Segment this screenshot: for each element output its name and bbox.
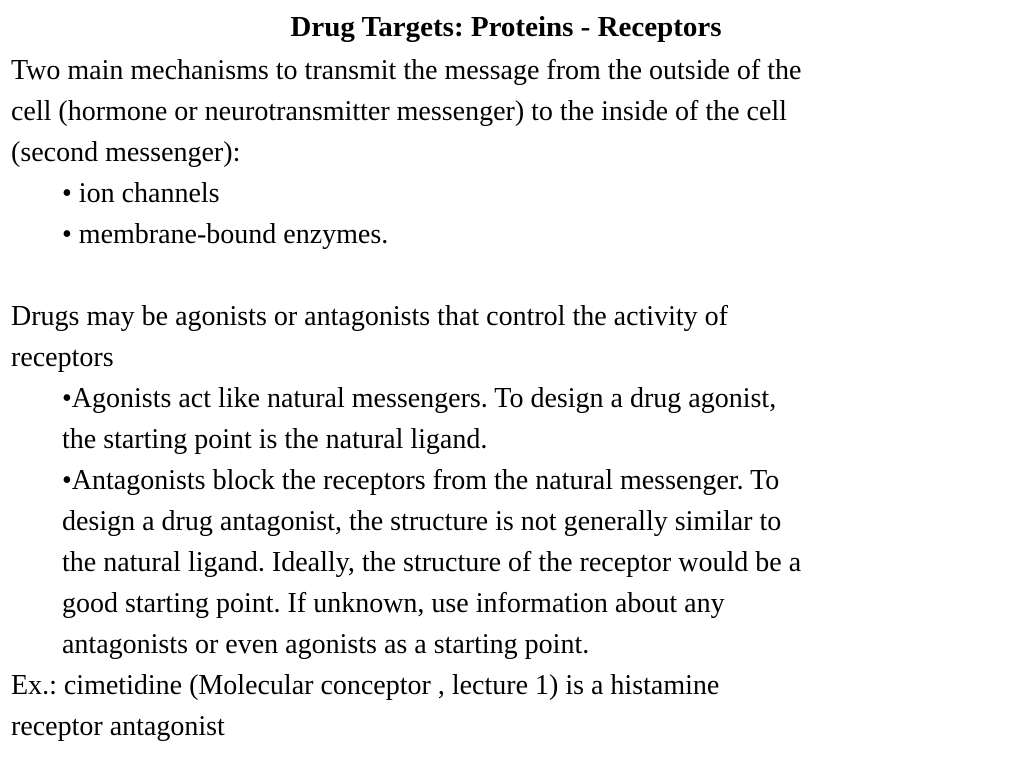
mechanism-item-membrane-bound-enzymes: • membrane-bound enzymes.	[62, 219, 389, 250]
antagonist-line: the natural ligand. Ideally, the structure of the receptor would be a	[62, 547, 802, 578]
intro-line: cell (hormone or neurotransmitter messenger) to the inside of the cell	[11, 96, 787, 127]
example-line: receptor antagonist	[11, 711, 225, 742]
intro-line: (second messenger):	[11, 137, 241, 168]
example-paragraph	[11, 665, 1011, 747]
intro-paragraph	[11, 50, 1011, 173]
antagonist-line: •Antagonists block the receptors from the natural messenger. To	[62, 465, 780, 496]
slide-title: Drug Targets: Proteins - Receptors	[290, 11, 722, 43]
agonist-line: •Agonists act like natural messengers. To design a drug agonist,	[62, 383, 777, 414]
drugs-paragraph	[11, 296, 1011, 378]
agonist-item	[11, 378, 1011, 460]
spacer	[11, 255, 1011, 296]
slide-body	[11, 50, 1011, 747]
antagonist-item	[11, 460, 1011, 665]
mechanism-item-ion-channels: • ion channels	[62, 178, 220, 209]
drug-types-list	[11, 378, 1011, 665]
example-line: Ex.: cimetidine (Molecular conceptor , lecture 1) is a histamine	[11, 670, 720, 701]
antagonist-line: antagonists or even agonists as a starting point.	[62, 629, 590, 660]
mechanisms-list	[11, 173, 1011, 255]
antagonist-line: good starting point. If unknown, use information about any	[62, 588, 725, 619]
agonist-line: the starting point is the natural ligand.	[62, 424, 488, 455]
antagonist-line: design a drug antagonist, the structure is not generally similar to	[62, 506, 782, 537]
drugs-line: receptors	[11, 342, 114, 373]
drugs-line: Drugs may be agonists or antagonists that control the activity of	[11, 301, 728, 332]
intro-line: Two main mechanisms to transmit the message from the outside of the	[11, 55, 802, 86]
